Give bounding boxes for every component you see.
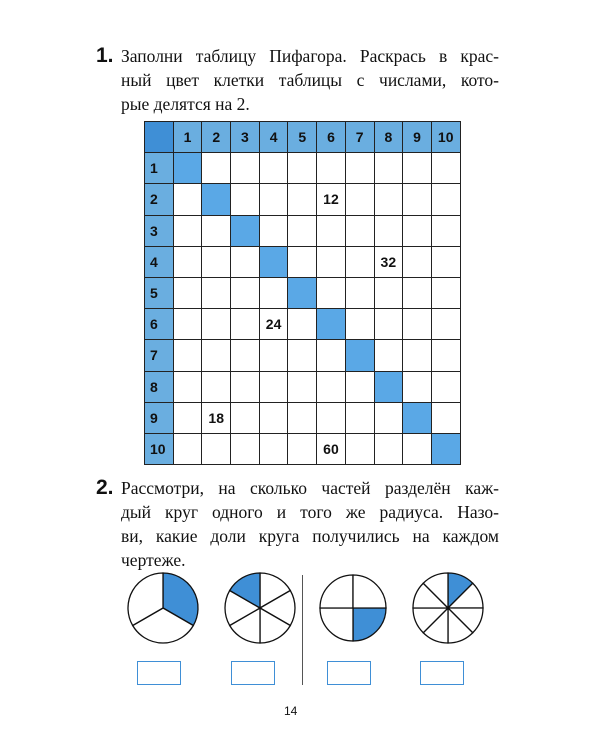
table-cell [231,153,260,184]
row-header: 4 [145,247,174,278]
table-cell [288,216,317,247]
table-cell [231,403,260,434]
row-header: 1 [145,153,174,184]
row-header: 10 [145,434,174,465]
table-cell [375,153,404,184]
table-cell [346,184,375,215]
table-cell [317,216,346,247]
table-cell [288,153,317,184]
table-cell: 24 [260,309,289,340]
table-cell [432,372,461,403]
table-cell [317,278,346,309]
table-cell [231,278,260,309]
table-cell [403,434,432,465]
task-1-number: 1. [96,44,114,67]
table-cell [202,216,231,247]
row-header: 3 [145,216,174,247]
sector [320,608,353,641]
answer-box-4[interactable] [420,661,464,685]
table-cell [346,340,375,371]
table-cell [317,372,346,403]
answer-box-1[interactable] [137,661,181,685]
table-cell [375,278,404,309]
table-cell [174,309,203,340]
task-2-number: 2. [96,476,114,499]
table-cell [288,278,317,309]
circle-quarters [318,573,388,643]
table-cell [346,434,375,465]
row-header: 7 [145,340,174,371]
table-cell [403,216,432,247]
table-cell [346,153,375,184]
table-cell [346,216,375,247]
table-cell [288,403,317,434]
table-corner [145,122,174,153]
table-cell [260,216,289,247]
task-2-line: Рассмотри, на сколько частей разделён каж- [121,478,499,498]
table-cell [260,340,289,371]
row-header: 9 [145,403,174,434]
table-cell: 12 [317,184,346,215]
table-cell [346,372,375,403]
circle-eighths [411,571,485,645]
column-header: 8 [375,122,404,153]
table-cell [375,340,404,371]
table-cell [432,184,461,215]
table-cell [231,216,260,247]
table-cell [375,216,404,247]
table-cell [174,372,203,403]
column-header: 10 [432,122,461,153]
table-cell [346,247,375,278]
task-2-line: дый круг одного и того же радиуса. Назо- [121,502,499,522]
table-cell [260,247,289,278]
table-cell [260,184,289,215]
table-cell [174,278,203,309]
column-header: 1 [174,122,203,153]
column-header: 9 [403,122,432,153]
table-cell [288,247,317,278]
table-cell [375,309,404,340]
table-cell: 32 [375,247,404,278]
table-cell [202,247,231,278]
task-1-text [121,44,499,116]
table-cell [288,340,317,371]
table-cell [432,434,461,465]
column-header: 2 [202,122,231,153]
table-cell [260,403,289,434]
table-cell [288,434,317,465]
column-header: 3 [231,122,260,153]
vertical-divider [302,575,303,685]
table-cell [375,184,404,215]
table-cell [202,372,231,403]
table-cell [174,403,203,434]
table-cell [346,278,375,309]
table-cell [231,372,260,403]
circle-thirds [126,571,200,645]
table-cell [174,434,203,465]
table-cell [403,372,432,403]
table-cell [432,216,461,247]
table-cell [260,278,289,309]
table-cell [202,153,231,184]
table-cell [317,403,346,434]
table-cell [346,309,375,340]
table-cell [346,403,375,434]
table-cell [288,184,317,215]
circle-sixths [223,571,297,645]
table-cell [432,153,461,184]
column-header: 4 [260,122,289,153]
table-cell [260,372,289,403]
table-cell [202,278,231,309]
table-cell [432,309,461,340]
task-2-text [121,476,499,572]
row-header: 8 [145,372,174,403]
table-cell [202,309,231,340]
answer-box-2[interactable] [231,661,275,685]
table-cell [202,340,231,371]
table-cell [403,184,432,215]
table-cell [288,372,317,403]
table-cell [317,247,346,278]
table-cell [202,184,231,215]
table-cell [432,247,461,278]
column-header: 5 [288,122,317,153]
table-cell [403,247,432,278]
table-cell [403,278,432,309]
task-1-line: ный цвет клетки таблицы с числами, кото- [121,70,499,90]
table-cell [403,309,432,340]
answer-box-3[interactable] [327,661,371,685]
table-cell [231,184,260,215]
sector [353,575,386,608]
task-2-line: ви, какие доли круга получились на каждом [121,526,499,546]
task-1-line: рые делятся на 2. [121,94,250,114]
table-cell [288,309,317,340]
table-cell [403,340,432,371]
table-cell [174,247,203,278]
table-cell [403,153,432,184]
table-cell [231,340,260,371]
table-cell [174,216,203,247]
table-cell [375,403,404,434]
table-cell [375,434,404,465]
table-cell [174,340,203,371]
table-cell [432,403,461,434]
table-cell [231,434,260,465]
table-cell [317,309,346,340]
table-cell: 60 [317,434,346,465]
table-cell [375,372,404,403]
table-cell [231,309,260,340]
table-cell [174,153,203,184]
table-cell [260,434,289,465]
task-1-line: Заполни таблицу Пифагора. Раскрась в крас- [121,46,499,66]
table-cell [317,340,346,371]
table-cell [174,184,203,215]
row-header: 6 [145,309,174,340]
shaded-sector [353,608,386,641]
row-header: 5 [145,278,174,309]
table-cell [231,247,260,278]
row-header: 2 [145,184,174,215]
column-header: 7 [346,122,375,153]
page-number: 14 [284,704,298,718]
table-cell: 18 [202,403,231,434]
column-header: 6 [317,122,346,153]
task-2-line: чертеже. [121,550,186,570]
table-cell [202,434,231,465]
pythagoras-table [144,121,461,465]
table-cell [260,153,289,184]
sector [320,575,353,608]
table-cell [403,403,432,434]
table-cell [432,340,461,371]
table-cell [432,278,461,309]
table-cell [317,153,346,184]
